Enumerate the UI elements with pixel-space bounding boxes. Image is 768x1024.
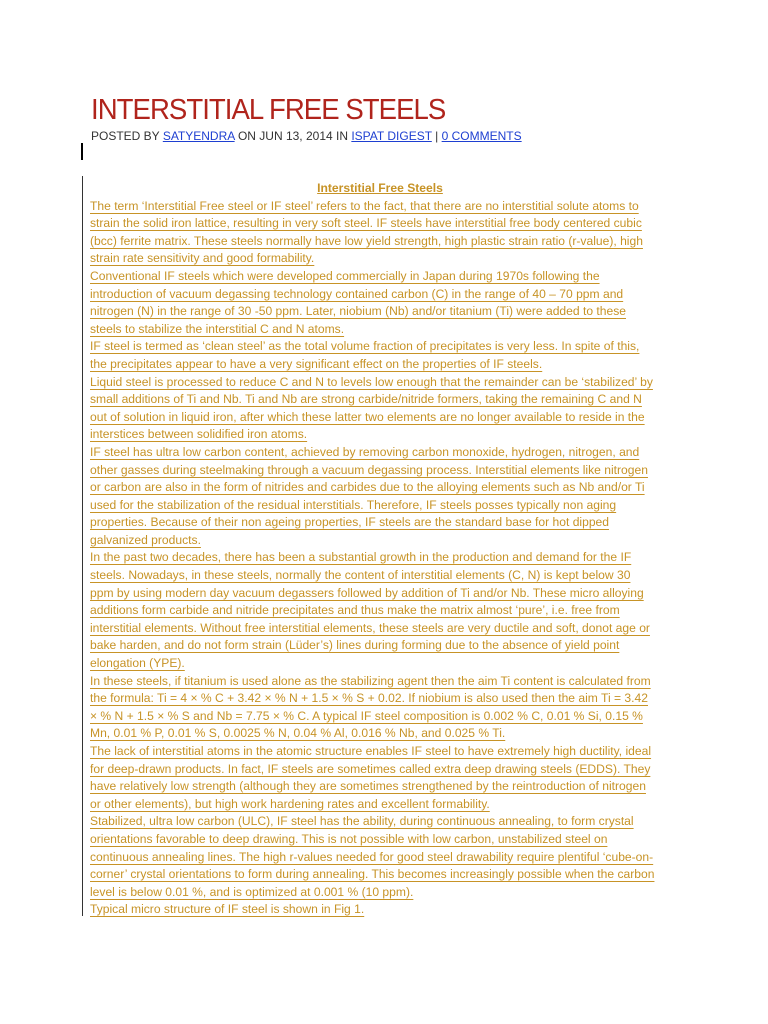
post-title: INTERSTITIAL FREE STEELS (91, 94, 446, 126)
article-paragraph[interactable]: In the past two decades, there has been a substantial growth in the production and demand for the IF steels. Nowadays, in these steels, normally the content of interstitial elements (C, N) is kept below 30 ppm by using modern day vacuum degassers followed by addition of Ti and/or Nb. These micro alloying additions form carbide and nitride precipitates and thus make the matrix almost ‘pure’, i.e. free from interstitial elements. Without free interstitial elements, these steels are very ductile and soft, donot age or bake harden, and do not form strain (Lüder’s) lines during forming due to the absence of yield point elongation (YPE). (90, 550, 650, 671)
article-paragraph[interactable]: Stabilized, ultra low carbon (ULC), IF steel has the ability, during continuous annealing, to form crystal orientations favorable to deep drawing. This is not possible with low carbon, unstabilized steel on continuous annealing lines. The high r-values needed for good steel drawability require plentiful ‘cube-on- corner’ crystal orientations to form during annealing. This becomes increasingly possible when the carbon level is below 0.01 %, and is optimized at 0.001 % (10 ppm). (90, 814, 655, 899)
article-paragraph[interactable]: Typical micro structure of IF steel is shown in Fig 1. (90, 902, 365, 917)
post-date-label: ON JUN 13, 2014 IN (237, 129, 348, 143)
posted-by-label: POSTED BY (91, 129, 160, 143)
article-paragraph[interactable]: Liquid steel is processed to reduce C and N to levels low enough that the remainder can be ‘stabilized’ by small additions of Ti and Nb. Ti and Nb are strong carbide/nitride formers, taking the remaining C and N out of solution in liquid iron, after which these latter two elements are no longer available to reside in the interstices between solidified iron atoms. (90, 374, 653, 442)
article-paragraph[interactable]: The term ‘Interstitial Free steel or IF steel’ refers to the fact, that there are no interstitial solute atoms to strain the solid iron lattice, resulting in very soft steel. IF steels have interstitial free body centered cubic (bcc) ferrite matrix. These steels normally have low yield strength, high plastic strain ratio (r-value), high strain rate sensitivity and good formability. (90, 198, 643, 266)
comments-link[interactable]: 0 COMMENTS (441, 129, 522, 143)
article-paragraph[interactable]: In these steels, if titanium is used alone as the stabilizing agent then the aim Ti content is calculated from the formula: Ti = 4 × % C + 3.42 × % N + 1.5 × % S + 0.02. If niobium is also used then the aim Ti = 3.42 × % N + 1.5 × % S and Nb = 7.75 × % C. A typical IF steel composition is 0.002 % C, 0.01 % Si, 0.15 % Mn, 0.01 % P, 0.01 % S, 0.0025 % N, 0.04 % Al, 0.016 % Nb, and 0.025 % Ti. (90, 673, 651, 741)
category-link[interactable]: ISPAT DIGEST (351, 129, 432, 143)
content-left-border (82, 176, 83, 916)
article-paragraph[interactable]: The lack of interstitial atoms in the atomic structure enables IF steel to have extremely high ductility, ideal for deep-drawn products. In fact, IF steels are sometimes called extra deep drawing steels (EDDS). They have relatively low strength (although they are sometimes strengthened by the reintroduction of nitrogen or other elements), but high work hardening rates and excellent formability. (90, 744, 652, 811)
article-paragraph[interactable]: IF steel has ultra low carbon content, achieved by removing carbon monoxide, hydrogen, nitrogen, and other gasses during steelmaking through a vacuum degassing process. Interstitial elements like nitrogen or carbon are also in the form of nitrides and carbides due to the alloying elements such as Nb and/or Ti used for the stabilization of the residual interstitials. Therefore, IF steels posses typically non aging properties. Because of their non ageing properties, IF steels are the standard base for hot dipped galvanized products. (90, 444, 648, 547)
text-cursor-bar (81, 143, 83, 160)
author-link[interactable]: SATYENDRA (162, 129, 235, 143)
article-paragraph[interactable]: Conventional IF steels which were developed commercially in Japan during 1970s following the introduction of vacuum degassing technology contained carbon (C) in the range of 40 – 70 ppm and nitrogen (N) in the range of 30 -50 ppm. Later, niobium (Nb) and/or titanium (Ti) were added to these steels to stabilize the interstitial C and N atoms. (90, 268, 626, 336)
post-meta (91, 129, 522, 144)
article-paragraph[interactable]: IF steel is termed as ‘clean steel’ as the total volume fraction of precipitates is very less. In spite of this, the precipitates appear to have a very significant effect on the properties of IF steels. (90, 339, 640, 371)
meta-separator: | (435, 129, 439, 143)
article-heading[interactable] (90, 180, 690, 198)
article-body (90, 180, 690, 919)
article-heading-text: Interstitial Free Steels (317, 181, 443, 195)
